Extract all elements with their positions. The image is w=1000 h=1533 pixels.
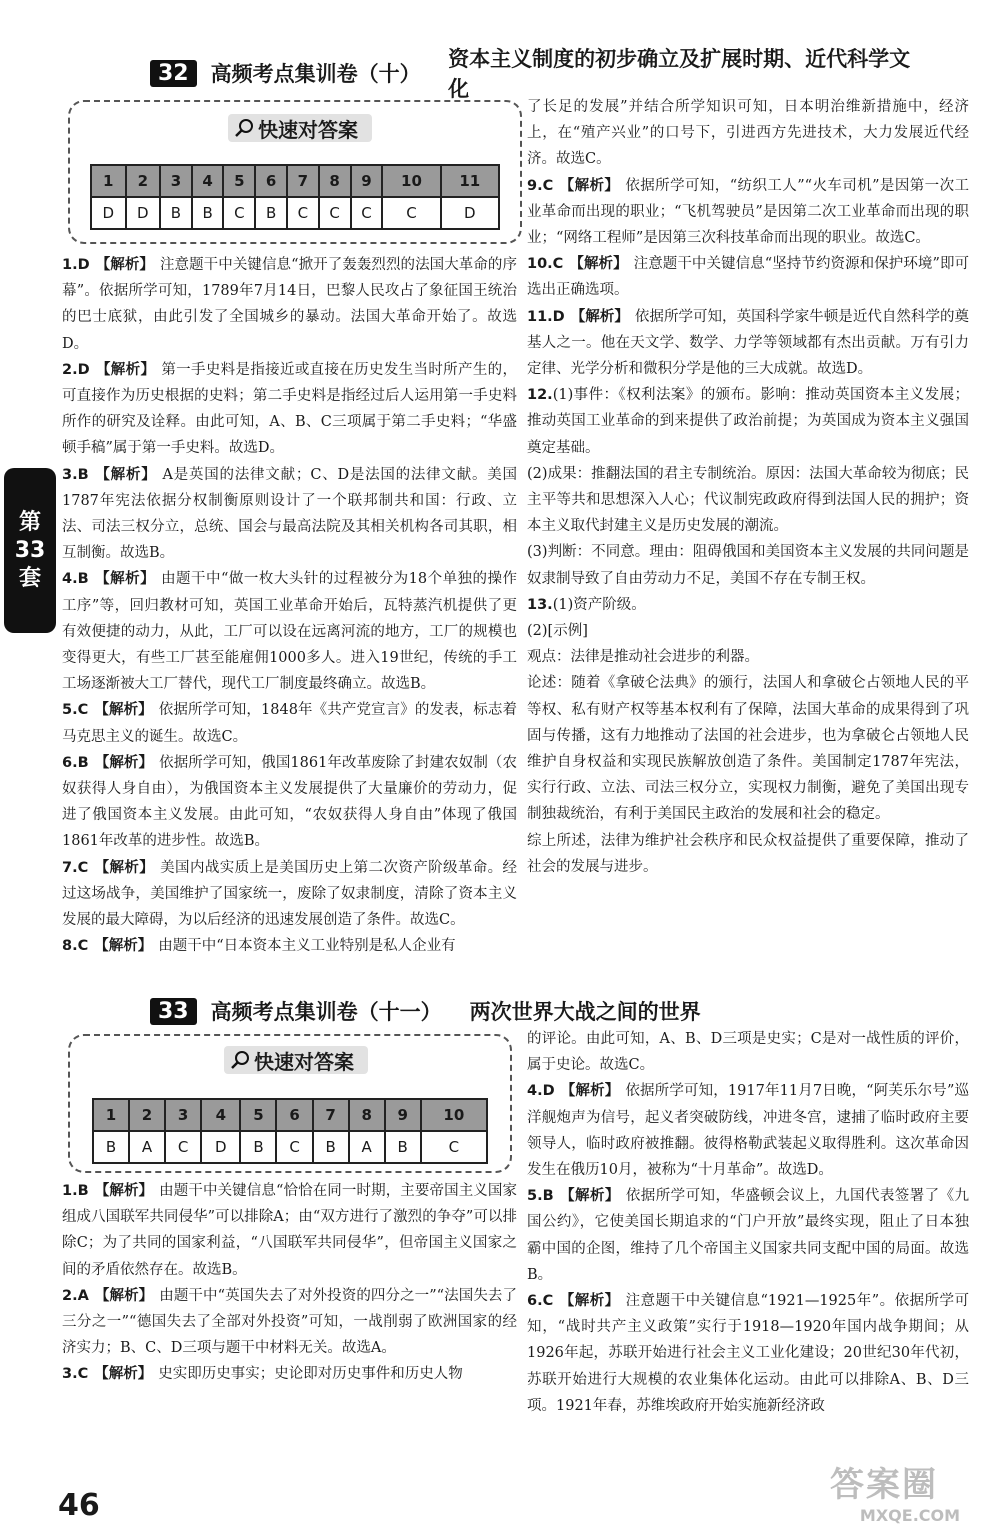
question-number: 1.D	[62, 257, 90, 273]
analysis-tag: 【解析】	[570, 308, 629, 325]
answer-explanation	[62, 697, 517, 749]
analysis-tag: 【解析】	[95, 361, 156, 378]
answer-table	[92, 1098, 488, 1164]
answer-letter-cell: B	[160, 197, 192, 229]
question-number: 9.C	[527, 177, 554, 194]
answer-letter-cell: D	[91, 197, 126, 229]
answer-letter-cell: B	[93, 1131, 129, 1163]
answer-explanation	[62, 357, 517, 462]
set-title-bar	[150, 994, 930, 1028]
answer-number-cell: 11	[441, 165, 499, 197]
set-title: 高频考点集训卷（十）	[210, 61, 421, 86]
question-number: 5.B	[527, 1188, 554, 1205]
set-title: 高频考点集训卷（十一）	[210, 999, 442, 1024]
set-topic: 两次世界大战之间的世界	[469, 999, 701, 1024]
question-number: 1.B	[62, 1183, 89, 1199]
question-number: 8.C	[62, 938, 89, 955]
question-number: 12.	[527, 387, 553, 404]
explanation-text: (3)判断：不同意。理由：阻碍俄国和美国资本主义发展的共同问题是奴隶制导致了自由劳动力不足，美国不存在专制王权。	[527, 544, 969, 587]
answer-column-right	[527, 1026, 969, 1419]
answer-number-cell: 9	[385, 1099, 421, 1131]
watermark-logo	[830, 1457, 990, 1527]
answer-letter-cell: C	[223, 197, 255, 229]
set-number-badge: 33	[150, 998, 197, 1025]
question-number: 4.B	[62, 571, 89, 588]
answer-explanation	[62, 933, 517, 959]
analysis-tag: 【解析】	[559, 177, 620, 194]
answer-letter-cell: B	[385, 1131, 421, 1163]
answer-explanation	[62, 750, 517, 855]
answer-number-cell: 4	[192, 165, 224, 197]
answer-explanation	[62, 1361, 517, 1387]
question-number: 11.D	[527, 308, 565, 325]
explanation-text: 由题干中“做一枚大头针的过程被分为18个单独的操作工序”等，回归教材可知，英国工业革命开始后，瓦特蒸汽机提供了更有效便捷的动力，从此，工厂可以设在远离河流的地方，工厂的规模也变得更大，有些工厂甚至能雇佣1000多人。进入19世纪，传统的手工工场逐渐被大工厂替代，现代工厂制度最终确立。故选B。	[62, 571, 517, 693]
answer-explanation	[527, 251, 969, 303]
answer-number-cell: 9	[351, 165, 383, 197]
answer-explanation	[527, 382, 969, 461]
answer-letter-cell: A	[349, 1131, 385, 1163]
answer-explanation	[527, 1078, 969, 1183]
answer-letter-cell: B	[240, 1131, 276, 1163]
answer-number-cell: 7	[287, 165, 319, 197]
answer-explanation	[527, 670, 969, 827]
answer-letter-cell: C	[351, 197, 383, 229]
answer-letter-cell: C	[382, 197, 440, 229]
answer-letter-cell: D	[126, 197, 161, 229]
explanation-text: 观点：法律是推动社会进步的利器。	[527, 649, 759, 666]
watermark-text: 答案圈	[830, 1465, 938, 1505]
answer-number-cell: 3	[165, 1099, 201, 1131]
explanation-text: 注意题干中关键信息“1921—1925年”。依据所学可知，“战时共产主义政策”实行于1918—1920年国内战争期间；从1926年起，苏联开始进行社会主义工业化建设；20世纪30年代初，苏联开始进行大规模的农业集体化运动。由此可以排除A、B、D三项。1921年春，苏维埃政府开始实施新经济政	[527, 1293, 969, 1414]
analysis-tag: 【解析】	[559, 1293, 620, 1310]
explanation-text: (1)事件：《权利法案》的颁布。影响：推动英国资本主义发展；推动英国工业革命的到来提供了政治前提；为英国成为资本主义强国奠定基础。	[527, 387, 969, 456]
explanation-text: A是英国的法律文献；C、D是法国的法律文献。美国1787年宪法依据分权制衡原则设计了一个联邦制共和国：行政、立法、司法三权分立，总统、国会与最高法院及其相关机构各司其职，相互制衡。故选B。	[62, 466, 517, 562]
answer-letter-cell: B	[192, 197, 224, 229]
set-side-tab	[4, 468, 56, 633]
magnifier-icon	[230, 1050, 250, 1070]
answer-letter-cell: C	[319, 197, 351, 229]
question-number: 13.	[527, 596, 553, 613]
answer-letter-cell: D	[441, 197, 499, 229]
answer-number-cell: 1	[93, 1099, 129, 1131]
watermark-url: MXQE.COM	[859, 1506, 961, 1525]
explanation-text: 由题干中关键信息“恰恰在同一时期，主要帝国主义国家组成八国联军共同侵华”可以排除A；由“双方进行了激烈的争夺”可以排除C；为了共同的国家利益，“八国联军共同侵华”，但帝国主义国家之间的矛盾依然存在。故选B。	[62, 1183, 518, 1278]
answer-explanation	[527, 1026, 969, 1078]
question-number: 2.A	[62, 1287, 89, 1304]
question-number: 4.D	[527, 1083, 555, 1100]
explanation-text: 注意题干中关键信息“掀开了轰轰烈烈的法国大革命的序幕”。依据所学可知，1789年7月14日，巴黎人民攻占了象征国王统治的巴士底狱，由此引发了全国城乡的暴动。法国大革命开始了。故选D。	[62, 257, 517, 352]
analysis-tag: 【解析】	[95, 257, 154, 273]
answer-explanation	[527, 644, 969, 670]
answer-explanation	[527, 304, 969, 383]
answer-number-cell: 6	[255, 165, 287, 197]
explanation-text: 依据所学可知，“纺织工人”“火车司机”是因第一次工业革命而出现的职业；“飞机驾驶员”是因第二次工业革命而出现的职业；“网络工程师”是因第三次科技革命而出现的职业。故选C。	[527, 177, 970, 247]
analysis-tag: 【解析】	[94, 702, 153, 719]
answer-letter-cell: D	[201, 1131, 240, 1163]
question-number: 7.C	[62, 859, 89, 876]
answer-explanation	[62, 855, 517, 934]
answer-explanation	[527, 828, 969, 880]
quick-answer-title: 快速对答案	[254, 1049, 354, 1074]
explanation-text: 的评论。由此可知，A、B、D三项是史实；C是对一战性质的评价，属于史论。故选C。	[527, 1031, 969, 1074]
question-number: 6.B	[62, 754, 89, 771]
explanation-text: 依据所学可知，1848年《共产党宣言》的发表，标志着马克思主义的诞生。故选C。	[62, 702, 517, 745]
question-number: 3.C	[62, 1366, 89, 1383]
answer-letter-row	[93, 1131, 487, 1163]
analysis-tag: 【解析】	[94, 938, 153, 955]
explanation-text: 注意题干中关键信息“坚持节约资源和保护环境”即可选出正确选项。	[527, 256, 970, 299]
explanation-text: 史实即历史事实；史论即对历史事件和历史人物	[158, 1366, 463, 1383]
answer-letter-cell: B	[255, 197, 287, 229]
answer-number-cell: 2	[129, 1099, 165, 1131]
quick-answer-header	[224, 1046, 368, 1074]
answer-explanation	[62, 1283, 517, 1362]
set-topic: 资本主义制度的初步确立及扩展时期、近代科学文化	[448, 46, 911, 101]
analysis-tag: 【解析】	[94, 571, 156, 588]
explanation-text: 第一手史料是指接近或直接在历史发生当时所产生的，可直接作为历史根据的史料；第二手史料是指经过后人运用第一手史料所作的研究及诠释。由此可知，A、B、C三项属于第二手史料；“华盛顿手稿”属于第一手史料。故选D。	[62, 361, 517, 457]
answer-number-cell: 10	[421, 1099, 487, 1131]
answer-number-cell: 8	[319, 165, 351, 197]
explanation-text: 依据所学可知，华盛顿会议上，九国代表签署了《九国公约》，它使美国长期追求的“门户开放”最终实现，阻止了日本独霸中国的企图，维持了几个帝国主义国家共同支配中国的局面。故选B。	[527, 1188, 970, 1283]
answer-column-left	[62, 1178, 517, 1388]
answer-number-cell: 6	[276, 1099, 312, 1131]
page-number: 46	[58, 1488, 100, 1523]
explanation-text: 由题干中“日本资本主义工业特别是私人企业有	[158, 938, 456, 955]
answer-number-cell: 5	[240, 1099, 276, 1131]
answer-number-cell: 8	[349, 1099, 385, 1131]
answer-letter-cell: C	[287, 197, 319, 229]
answer-column-left	[62, 252, 517, 959]
answer-letter-cell: C	[165, 1131, 201, 1163]
answer-explanation	[527, 1288, 969, 1419]
answer-explanation	[62, 252, 517, 357]
answer-explanation	[527, 592, 969, 618]
explanation-text: 了长足的发展”并结合所学知识可知，日本明治维新措施中，经济上，在“殖产兴业”的口号下，引进西方先进技术，大力发展近代经济。故选C。	[527, 99, 969, 168]
answer-explanation	[527, 461, 969, 540]
answer-number-cell: 1	[91, 165, 126, 197]
answer-explanation	[62, 566, 517, 697]
answer-number-row	[93, 1099, 487, 1131]
answer-explanation	[527, 173, 969, 252]
question-number: 10.C	[527, 256, 564, 273]
analysis-tag: 【解析】	[569, 256, 628, 273]
quick-answer-title: 快速对答案	[258, 117, 358, 142]
answer-number-row	[91, 165, 499, 197]
answer-letter-cell: B	[313, 1131, 349, 1163]
answer-column-right	[527, 94, 969, 880]
set-title-bar	[150, 46, 930, 101]
explanation-text: 依据所学可知，1917年11月7日晚，“阿芙乐尔号”巡洋舰炮声为信号，起义者突破防线，冲进冬宫，逮捕了临时政府主要领导人，临时政府被推翻。彼得格勒武装起义取得胜利。这次革命因发生在俄历10月，被称为“十月革命”。故选D。	[527, 1083, 969, 1179]
answer-number-cell: 10	[382, 165, 440, 197]
analysis-tag: 【解析】	[559, 1188, 620, 1205]
answer-explanation	[62, 462, 517, 567]
answer-number-cell: 5	[223, 165, 255, 197]
answer-letter-row	[91, 197, 499, 229]
answer-explanation	[527, 539, 969, 591]
explanation-text: 依据所学可知，英国科学家牛顿是近代自然科学的奠基人之一。他在天文学、数学、力学等领域都有杰出贡献。万有引力定律、光学分析和微积分学是他的三大成就。故选D。	[527, 308, 970, 378]
answer-explanation	[527, 1183, 969, 1288]
side-tab-char: 套	[18, 565, 41, 591]
side-tab-char: 第	[18, 509, 41, 535]
answer-number-cell: 4	[201, 1099, 240, 1131]
explanation-text: 美国内战实质上是美国历史上第二次资产阶级革命。经过这场战争，美国维护了国家统一，废除了奴隶制度，清除了资本主义发展的最大障碍，为以后经济的迅速发展创造了条件。故选C。	[62, 859, 518, 929]
analysis-tag: 【解析】	[94, 1287, 154, 1304]
question-number: 2.D	[62, 361, 90, 378]
analysis-tag: 【解析】	[560, 1083, 620, 1100]
set-number-badge: 32	[150, 60, 197, 87]
answer-number-cell: 3	[160, 165, 192, 197]
question-number: 3.B	[62, 466, 89, 483]
explanation-text: 依据所学可知，俄国1861年改革废除了封建农奴制（农奴获得人身自由），为俄国资本主义发展提供了大量廉价的劳动力，促进了俄国资本主义发展。由此可知，“农奴获得人身自由”体现了俄国1861年改革的进步性。故选B。	[62, 754, 517, 850]
explanation-text: (2)[示例]	[527, 623, 588, 640]
analysis-tag: 【解析】	[94, 466, 157, 483]
analysis-tag: 【解析】	[94, 859, 155, 876]
explanation-text: (2)成果：推翻法国的君主专制统治。原因：法国大革命较为彻底；民主平等共和思想深入人心；代议制宪政政府得到法国人民的拥护；资本主义取代封建主义是历史发展的潮流。	[527, 465, 969, 535]
analysis-tag: 【解析】	[94, 1183, 154, 1199]
answer-letter-cell: C	[421, 1131, 487, 1163]
answer-letter-cell: C	[276, 1131, 312, 1163]
answer-number-cell: 7	[313, 1099, 349, 1131]
question-number: 5.C	[62, 702, 89, 719]
side-tab-number: 33	[14, 537, 46, 563]
magnifier-icon	[234, 118, 254, 138]
analysis-tag: 【解析】	[94, 1366, 153, 1383]
answer-table	[90, 164, 500, 230]
answer-explanation	[62, 1178, 517, 1283]
answer-explanation	[527, 618, 969, 644]
explanation-text: 论述：随着《拿破仑法典》的颁行，法国人和拿破仑占领地人民的平等权、私有财产权等基本权利有了保障，法国大革命的成果得到了巩固与传播，这有力地推动了法国的社会进步，也为拿破仑占领地人民维护自身权益和实现民族解放创造了条件。美国制定1787年宪法，实行行政、立法、司法三权分立，实现权力制衡，避免了美国出现专制独裁统治，有利于美国民主政治的发展和社会的稳定。	[527, 675, 969, 823]
explanation-text: (1)资产阶级。	[552, 596, 646, 613]
analysis-tag: 【解析】	[94, 754, 154, 771]
explanation-text: 综上所述，法律为维护社会秩序和民众权益提供了重要保障，推动了社会的发展与进步。	[527, 832, 969, 875]
answer-explanation	[527, 94, 969, 173]
answer-letter-cell: A	[129, 1131, 165, 1163]
answer-number-cell: 2	[126, 165, 161, 197]
explanation-text: 由题干中“英国失去了对外投资的四分之一”“法国失去了三分之一”“德国失去了全部对外投资”可知，一战削弱了欧洲国家的经济实力；B、C、D三项与题干中材料无关。故选A。	[62, 1287, 517, 1357]
question-number: 6.C	[527, 1293, 554, 1310]
quick-answer-header	[228, 114, 372, 142]
